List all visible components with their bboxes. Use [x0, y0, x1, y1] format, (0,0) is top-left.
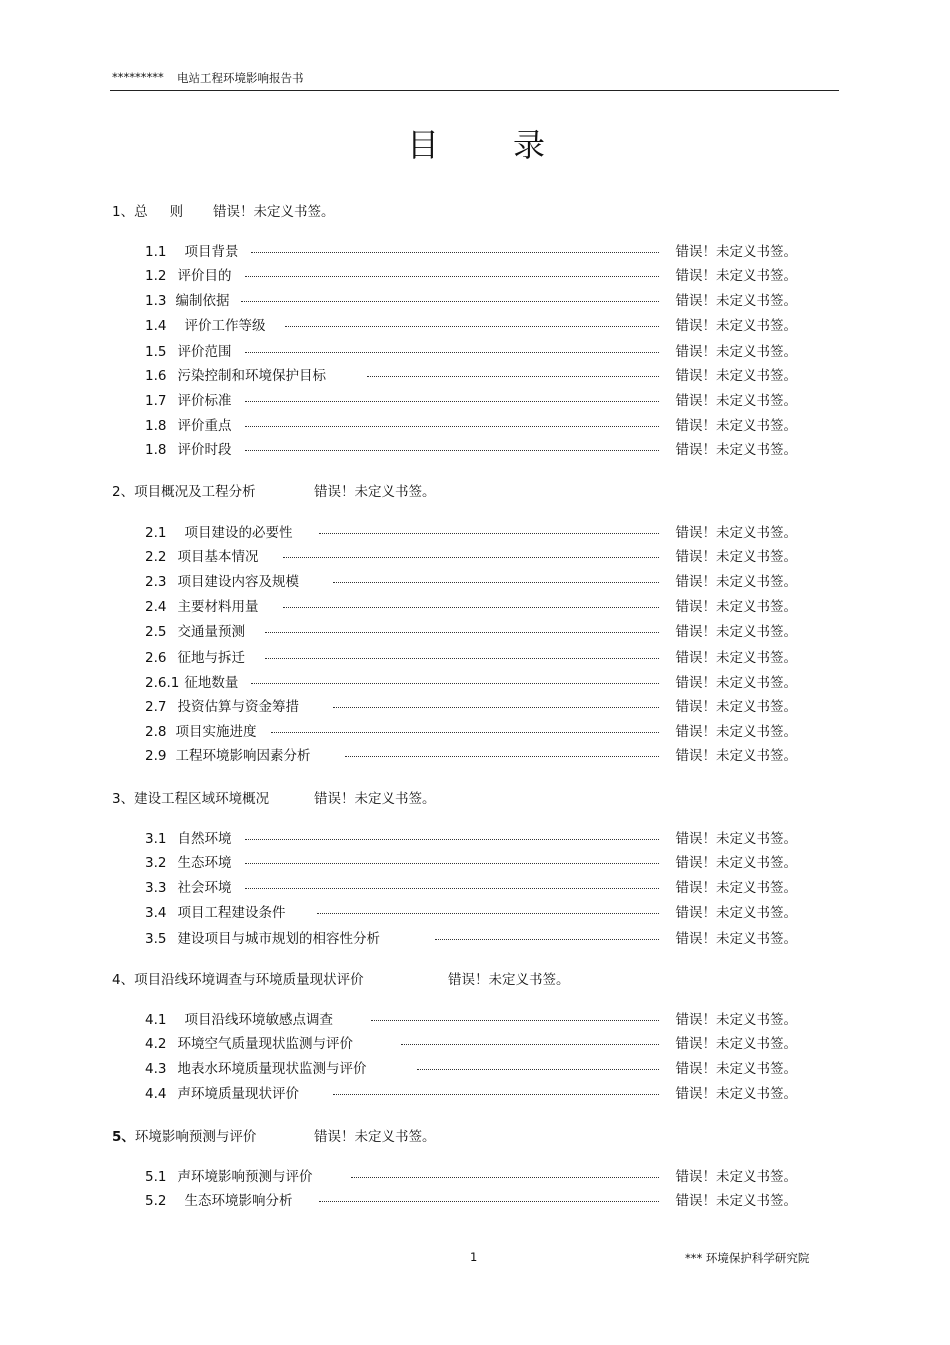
item-number: 2.1 — [145, 525, 167, 541]
item-page-error: 错误！未定义书签。 — [675, 344, 797, 360]
toc-item-3-2[interactable] — [145, 851, 797, 871]
item-number: 5.1 — [145, 1169, 167, 1185]
item-page-error: 错误！未定义书签。 — [675, 393, 797, 409]
item-text: 自然环境 — [177, 831, 232, 847]
item-text: 交通量预测 — [177, 624, 245, 640]
leader-dots — [283, 557, 659, 558]
toc-item-2-4[interactable] — [145, 595, 797, 615]
item-number: 5.2 — [145, 1193, 167, 1209]
toc-section-2[interactable] — [112, 480, 436, 500]
item-number: 1.5 — [145, 344, 167, 360]
section-page-error: 错误！未定义书签。 — [213, 204, 335, 220]
toc-item-3-1[interactable] — [145, 827, 797, 847]
item-number: 1.7 — [145, 393, 167, 409]
item-page-error: 错误！未定义书签。 — [675, 748, 797, 764]
toc-item-1-5[interactable] — [145, 340, 797, 360]
item-text: 项目沿线环境敏感点调查 — [184, 1012, 333, 1028]
item-text: 投资估算与资金筹措 — [177, 699, 299, 715]
section-title: 则 — [169, 204, 184, 220]
item-number: 4.2 — [145, 1036, 167, 1052]
item-page-error: 错误！未定义书签。 — [675, 699, 797, 715]
leader-dots — [435, 939, 659, 940]
toc-item-2-3[interactable] — [145, 570, 797, 590]
toc-item-2-1[interactable] — [145, 521, 797, 541]
item-page-error: 错误！未定义书签。 — [675, 418, 797, 434]
toc-item-5-1[interactable] — [145, 1165, 797, 1185]
toc-item-2-7[interactable] — [145, 695, 797, 715]
item-page-error: 错误！未定义书签。 — [675, 268, 797, 284]
item-text: 环境空气质量现状监测与评价 — [177, 1036, 353, 1052]
leader-dots — [333, 582, 659, 583]
page-header — [112, 70, 839, 90]
leader-dots — [251, 252, 659, 253]
leader-dots — [245, 888, 659, 889]
item-number: 2.6.1 — [145, 675, 180, 691]
toc-item-3-5[interactable] — [145, 927, 797, 947]
leader-dots — [319, 1201, 659, 1202]
item-text: 评价工作等级 — [184, 318, 266, 334]
item-number: 4.1 — [145, 1012, 167, 1028]
item-text: 项目基本情况 — [177, 549, 259, 565]
leader-dots — [245, 839, 659, 840]
item-text: 声环境质量现状评价 — [177, 1086, 299, 1102]
item-text: 声环境影响预测与评价 — [177, 1169, 313, 1185]
item-page-error: 错误！未定义书签。 — [675, 574, 797, 590]
item-text: 项目建设内容及规模 — [177, 574, 299, 590]
item-page-error: 错误！未定义书签。 — [675, 880, 797, 896]
toc-item-1-1[interactable] — [145, 240, 797, 260]
toc-item-1-4[interactable] — [145, 314, 797, 334]
section-page-error: 错误！未定义书签。 — [314, 484, 436, 500]
item-text: 项目工程建设条件 — [177, 905, 286, 921]
item-number: 1.8 — [145, 442, 167, 458]
item-page-error: 错误！未定义书签。 — [675, 293, 797, 309]
toc-title-char-1: 目 — [407, 126, 440, 164]
item-page-error: 错误！未定义书签。 — [675, 1036, 797, 1052]
leader-dots — [245, 352, 659, 353]
item-number: 2.8 — [145, 724, 167, 740]
item-text: 建设项目与城市规划的相容性分析 — [177, 931, 380, 947]
item-text: 征地数量 — [184, 675, 239, 691]
page-number: 1 — [470, 1250, 478, 1264]
section-number: 4、 — [112, 972, 135, 988]
item-number: 3.2 — [145, 855, 167, 871]
header-stars: ********* — [112, 70, 164, 84]
header-rule — [110, 90, 839, 91]
item-number: 3.1 — [145, 831, 167, 847]
toc-item-4-2[interactable] — [145, 1032, 797, 1052]
section-title: 建设工程区域环境概况 — [134, 791, 270, 807]
item-text: 社会环境 — [177, 880, 232, 896]
toc-item-2-6-1[interactable] — [145, 671, 797, 691]
leader-dots — [245, 863, 659, 864]
item-number: 4.3 — [145, 1061, 167, 1077]
item-number: 2.5 — [145, 624, 167, 640]
item-text: 项目建设的必要性 — [184, 525, 293, 541]
item-text: 评价重点 — [177, 418, 232, 434]
leader-dots — [333, 1094, 659, 1095]
item-page-error: 错误！未定义书签。 — [675, 599, 797, 615]
item-number: 2.4 — [145, 599, 167, 615]
item-text: 项目背景 — [184, 244, 239, 260]
item-page-error: 错误！未定义书签。 — [675, 675, 797, 691]
leader-dots — [371, 1020, 659, 1021]
toc-item-3-4[interactable] — [145, 901, 797, 921]
toc-item-1-2[interactable] — [145, 264, 797, 284]
toc-item-1-9[interactable] — [145, 438, 797, 458]
section-number: 3、 — [112, 791, 135, 807]
item-text: 评价标准 — [177, 393, 232, 409]
leader-dots — [251, 683, 659, 684]
item-number: 1.6 — [145, 368, 167, 384]
leader-dots — [265, 632, 659, 633]
item-page-error: 错误！未定义书签。 — [675, 831, 797, 847]
leader-dots — [285, 326, 659, 327]
item-number: 3.4 — [145, 905, 167, 921]
item-text: 评价时段 — [177, 442, 232, 458]
item-number: 2.3 — [145, 574, 167, 590]
item-page-error: 错误！未定义书签。 — [675, 442, 797, 458]
footer-organization: *** 环境保护科学研究院 — [685, 1251, 810, 1265]
item-text: 编制依据 — [175, 293, 230, 309]
toc-item-1-7[interactable] — [145, 389, 797, 409]
item-page-error: 错误！未定义书签。 — [675, 1169, 797, 1185]
toc-item-2-9[interactable] — [145, 744, 797, 764]
item-text: 评价目的 — [177, 268, 232, 284]
toc-section-4[interactable] — [112, 968, 570, 988]
item-text: 评价范围 — [177, 344, 232, 360]
item-number: 3.5 — [145, 931, 167, 947]
toc-item-3-3[interactable] — [145, 876, 797, 896]
item-page-error: 错误！未定义书签。 — [675, 1193, 797, 1209]
toc-item-1-6[interactable] — [145, 364, 797, 384]
leader-dots — [245, 401, 659, 402]
toc-item-2-6[interactable] — [145, 646, 797, 666]
toc-section-5[interactable] — [112, 1125, 436, 1145]
item-page-error: 错误！未定义书签。 — [675, 624, 797, 640]
item-page-error: 错误！未定义书签。 — [675, 905, 797, 921]
leader-dots — [319, 533, 659, 534]
item-number: 2.6 — [145, 650, 167, 666]
section-number: 1、总 — [112, 204, 148, 220]
item-number: 1.3 — [145, 293, 167, 309]
item-page-error: 错误！未定义书签。 — [675, 525, 797, 541]
item-page-error: 错误！未定义书签。 — [675, 931, 797, 947]
item-page-error: 错误！未定义书签。 — [675, 650, 797, 666]
leader-dots — [333, 707, 659, 708]
section-title: 项目概况及工程分析 — [134, 484, 256, 500]
item-number: 2.2 — [145, 549, 167, 565]
item-text: 生态环境影响分析 — [184, 1193, 293, 1209]
item-page-error: 错误！未定义书签。 — [675, 724, 797, 740]
toc-item-4-1[interactable] — [145, 1008, 797, 1028]
section-page-error: 错误！未定义书签。 — [314, 791, 436, 807]
toc-item-1-3[interactable] — [145, 289, 797, 309]
item-text: 地表水环境质量现状监测与评价 — [177, 1061, 367, 1077]
toc-item-2-2[interactable] — [145, 545, 797, 565]
item-page-error: 错误！未定义书签。 — [675, 1086, 797, 1102]
item-page-error: 错误！未定义书签。 — [675, 549, 797, 565]
item-text: 污染控制和环境保护目标 — [177, 368, 326, 384]
toc-section-3[interactable] — [112, 787, 436, 807]
leader-dots — [245, 426, 659, 427]
item-number: 2.7 — [145, 699, 167, 715]
section-number: 2、 — [112, 484, 135, 500]
leader-dots — [283, 607, 659, 608]
leader-dots — [271, 732, 659, 733]
item-number: 3.3 — [145, 880, 167, 896]
section-number: 5、 — [112, 1129, 135, 1145]
item-number: 1.8 — [145, 418, 167, 434]
section-page-error: 错误！未定义书签。 — [448, 972, 570, 988]
leader-dots — [245, 450, 659, 451]
item-text: 征地与拆迁 — [177, 650, 245, 666]
item-page-error: 错误！未定义书签。 — [675, 244, 797, 260]
leader-dots — [265, 658, 659, 659]
item-number: 1.2 — [145, 268, 167, 284]
leader-dots — [241, 301, 659, 302]
leader-dots — [367, 376, 659, 377]
leader-dots — [245, 276, 659, 277]
leader-dots — [417, 1069, 659, 1070]
toc-section-1[interactable] — [112, 200, 335, 220]
leader-dots — [351, 1177, 659, 1178]
toc-item-2-8[interactable] — [145, 720, 797, 740]
toc-item-5-2[interactable] — [145, 1189, 797, 1209]
leader-dots — [401, 1044, 659, 1045]
item-text: 工程环境影响因素分析 — [175, 748, 311, 764]
item-page-error: 错误！未定义书签。 — [675, 318, 797, 334]
section-page-error: 错误！未定义书签。 — [314, 1129, 436, 1145]
leader-dots — [317, 913, 659, 914]
toc-item-1-8[interactable] — [145, 414, 797, 434]
toc-item-4-3[interactable] — [145, 1057, 797, 1077]
toc-item-4-4[interactable] — [145, 1082, 797, 1102]
section-title: 项目沿线环境调查与环境质量现状评价 — [134, 972, 364, 988]
toc-title-char-2: 录 — [513, 126, 546, 164]
item-number: 4.4 — [145, 1086, 167, 1102]
leader-dots — [345, 756, 659, 757]
item-text: 主要材料用量 — [177, 599, 259, 615]
item-text: 项目实施进度 — [175, 724, 257, 740]
item-number: 2.9 — [145, 748, 167, 764]
item-page-error: 错误！未定义书签。 — [675, 1012, 797, 1028]
item-page-error: 错误！未定义书签。 — [675, 368, 797, 384]
item-number: 1.4 — [145, 318, 167, 334]
toc-title — [0, 120, 950, 166]
item-page-error: 错误！未定义书签。 — [675, 1061, 797, 1077]
header-title: 电站工程环境影响报告书 — [177, 71, 304, 85]
item-number: 1.1 — [145, 244, 167, 260]
section-title: 环境影响预测与评价 — [134, 1129, 257, 1145]
item-text: 生态环境 — [177, 855, 232, 871]
toc-item-2-5[interactable] — [145, 620, 797, 640]
item-page-error: 错误！未定义书签。 — [675, 855, 797, 871]
